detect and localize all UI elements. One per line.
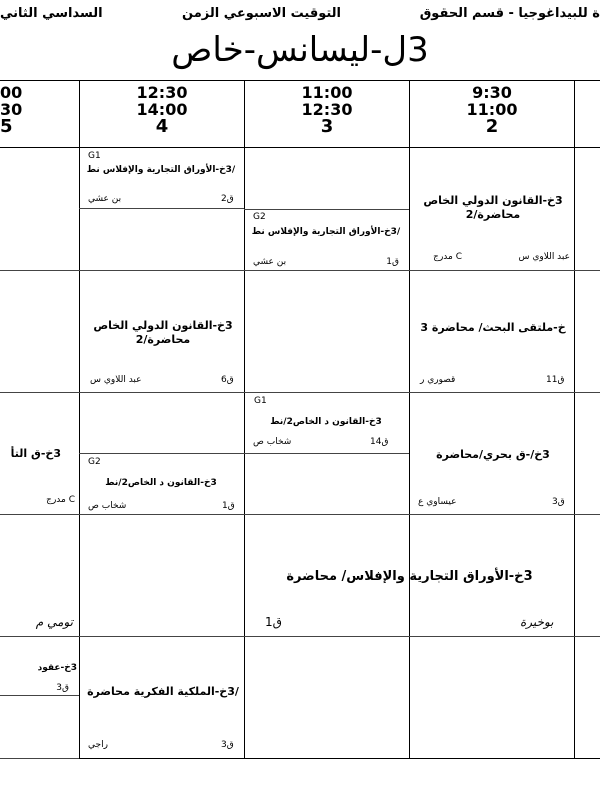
cell-r3-c4-g2: G2 3خ-القانون د الخاص2/نط ق1 شخاب ص [88, 457, 235, 511]
header-left: السداسي الثاني [0, 6, 103, 21]
cell-r3-c2: 3خ/-ق بحري/محاضرة ق3 عيساوي ع [418, 448, 565, 507]
cell-r2-c4: 3خ-القانون الدولي الخاص محاضرة/2 ق6 عبد اللاوي س [90, 319, 234, 385]
grid-line [0, 695, 79, 696]
column-header-2: 9:30 11:00 2 [466, 83, 518, 137]
cell-r5-c5: 3خ-عقود ق3 [0, 637, 79, 758]
page-title: 3ل-ليسانس-خاص [171, 30, 429, 70]
cell-r5-c4: /3خ-الملكية الفكرية محاضرة ق3 راجي [87, 685, 239, 750]
cell-r1-c2: 3خ-القانون الدولي الخاص محاضرة/2 مدرج C عبد اللاوي س [423, 194, 570, 262]
grid-line [574, 80, 575, 758]
cell-r4-c23: 3خ-الأوراق التجارية والإفلاس/ محاضرة ق1 بوخيرة [265, 569, 554, 629]
grid-line [0, 758, 79, 759]
cell-r1-c4-g1: G1 /3خ-الأوراق التجارية والإفلاس نط ق2 بن عشي [86, 151, 236, 204]
header-right: ة للبيداغوجيا - قسم الحقوق [419, 6, 600, 21]
cell-r4-c5: تومي م [35, 615, 73, 629]
column-header-3: 11:00 12:30 3 [301, 83, 353, 137]
header-center: التوقيت الاسبوعي الزمن [182, 6, 342, 21]
cell-r3-c5: 3خ-ق التأ مدرج C [10, 447, 75, 505]
cell-r3-c3-g1: G1 3خ-القانون د الخاص2/نط ق14 شخاب ص [253, 396, 389, 447]
grid-line [244, 453, 409, 454]
grid-line [79, 208, 244, 209]
grid-line [0, 80, 600, 81]
column-header-4: 12:30 14:00 4 [136, 83, 188, 137]
grid-line [0, 758, 600, 759]
cell-r2-c2: خ-ملتقى البحث/ محاضرة 3 ق11 قصوري ر [420, 321, 566, 385]
column-header-5: 00 30 5 [0, 83, 23, 137]
cell-r1-c3-g2: G2 /3خ-الأوراق التجارية والإفلاس نط ق1 بن عشي [251, 212, 401, 267]
